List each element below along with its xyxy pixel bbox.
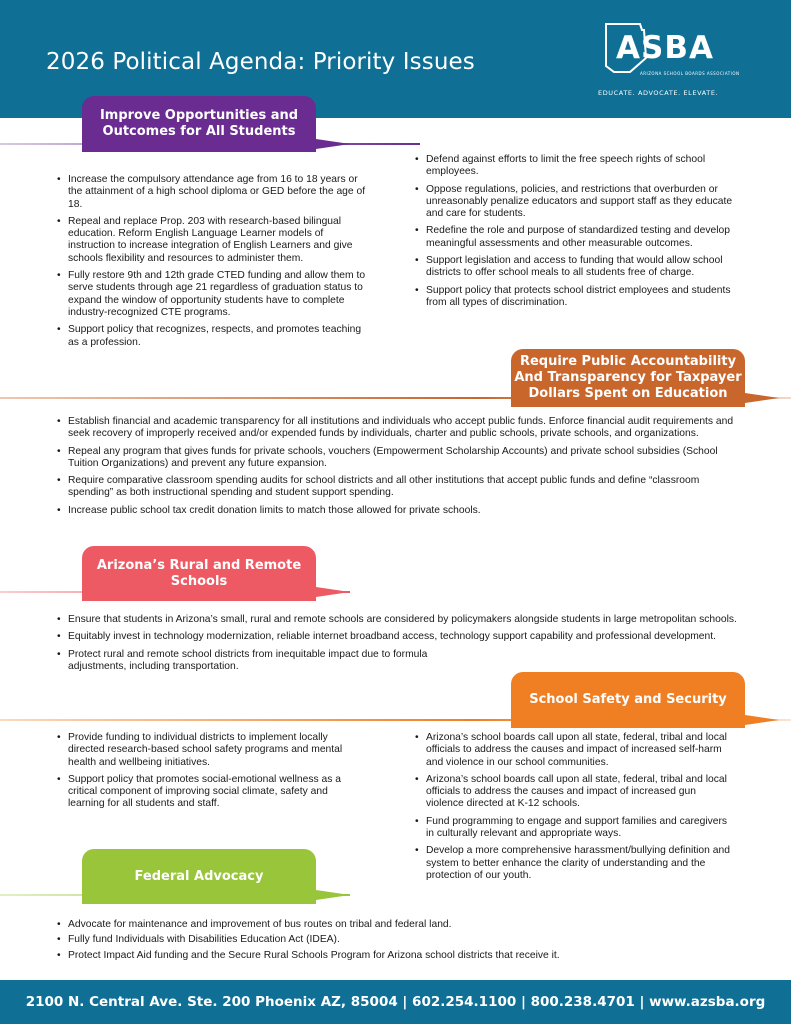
banner-arrow-icon [745, 715, 779, 725]
list-item: • Fund programming to engage and support families and caregivers in culturally relevant and appropriate ways. [415, 816, 735, 841]
banner-arrow-icon [316, 587, 350, 597]
list-item: • Repeal any program that gives funds for private schools, vouchers (Empowerment Scholarship Accounts) and private school subsidies (School Tuition Organizations) and prevent any future expansion. [57, 446, 747, 471]
list-item: • Increase the compulsory attendance age from 16 to 18 years or the attainment of a high school diploma or GED before the age of 18. [57, 174, 367, 211]
banner-arrow-icon [316, 139, 350, 149]
list-item: • Redefine the role and purpose of standardized testing and develop meaningful assessments and other measurable outcomes. [415, 225, 735, 250]
list-item: • Support policy that protects school district employees and students from all types of discrimination. [415, 285, 735, 310]
list-item: • Protect Impact Aid funding and the Secure Rural Schools Program for Arizona school districts that receive it. [57, 950, 747, 962]
list-item: • Support policy that recognizes, respects, and promotes teaching as a profession. [57, 324, 367, 349]
list-item: • Support legislation and access to funding that would allow school districts to offer school meals to all students free of charge. [415, 255, 735, 280]
list-item: • Fully restore 9th and 12th grade CTED funding and allow them to serve students through age 21 regardless of graduation status to expand the window of opportunity students have to complete industry-recognized CTE programs. [57, 270, 367, 319]
list-item: • Support policy that promotes social-emotional wellness as a critical component of improving social climate, safety and learning for all students and staff. [57, 774, 367, 811]
list-item: • Ensure that students in Arizona’s small, rural and remote schools are considered by policymakers alongside students in large metropolitan schools. [57, 614, 747, 626]
logo-subtitle: ARIZONA SCHOOL BOARDS ASSOCIATION [640, 71, 740, 76]
list-item: • Arizona’s school boards call upon all state, federal, tribal and local officials to address the causes and impact of increased self-harm and violence in our school communities. [415, 732, 735, 769]
section-banner-opportunities: Improve Opportunities and Outcomes for All Students [82, 96, 316, 152]
federal-list [57, 919, 747, 965]
logo-tagline: EDUCATE. ADVOCATE. ELEVATE. [598, 89, 719, 97]
list-item: • Fully fund Individuals with Disabilities Education Act (IDEA). [57, 934, 747, 946]
section-banner-federal: Federal Advocacy [82, 849, 316, 904]
list-item: • Repeal and replace Prop. 203 with research-based bilingual education. Reform English Language Learner models of instruction to increase integration of English Learners and give schools flexibility and resources to administer them. [57, 216, 367, 265]
page-footer [0, 980, 791, 1024]
list-item: • Arizona’s school boards call upon all state, federal, tribal and local officials to address the causes and impact of increased gun violence directed at K-12 schools. [415, 774, 735, 811]
section-banner-rural: Arizona’s Rural and Remote Schools [82, 546, 316, 601]
list-item: • Develop a more comprehensive harassment/bullying definition and system to better enhance the clarity of understanding and the protection of our youth. [415, 845, 735, 882]
list-item: • Require comparative classroom spending audits for school districts and all other institutions that accept public funds and define “classroom spending” as both instructional spending and student support spending. [57, 475, 747, 500]
list-item: • Defend against efforts to limit the free speech rights of school employees. [415, 154, 735, 179]
list-item: • Protect rural and remote school districts from inequitable impact due to formula adjustments, including transportation. [57, 649, 447, 674]
banner-arrow-icon [316, 890, 350, 900]
page-title: 2026 Political Agenda: Priority Issues [46, 49, 475, 75]
opportunities-list-left [57, 174, 367, 354]
logo-text: ASBA [616, 30, 714, 66]
accountability-list [57, 416, 747, 522]
banner-arrow-icon [745, 393, 779, 403]
rural-list [57, 614, 747, 678]
opportunities-list-right [415, 154, 735, 314]
list-item: • Provide funding to individual districts to implement locally directed research-based school safety programs and mental health and wellbeing initiatives. [57, 732, 367, 769]
footer-contact: 2100 N. Central Ave. Ste. 200 Phoenix AZ, 85004 | 602.254.1100 | 800.238.4701 | www.azsba.org [25, 994, 766, 1010]
safety-list-left [57, 732, 367, 816]
list-item: • Equitably invest in technology modernization, reliable internet broadband access, technology support capability and professional development. [57, 631, 747, 643]
list-item: • Increase public school tax credit donation limits to match those allowed for private schools. [57, 505, 747, 517]
section-banner-safety: School Safety and Security [511, 672, 745, 728]
safety-list-right [415, 732, 735, 887]
list-item: • Establish financial and academic transparency for all institutions and individuals who accept public funds. Enforce financial audit requirements and seek recovery of improperly received and/or expended funds by individuals, charter and public schools, private schools, and organizations. [57, 416, 747, 441]
asba-logo [598, 16, 748, 100]
list-item: • Oppose regulations, policies, and restrictions that overburden or unreasonably penalize educators and support staff as they educate and care for students. [415, 184, 735, 221]
list-item: • Advocate for maintenance and improvement of bus routes on tribal and federal land. [57, 919, 747, 931]
section-banner-accountability: Require Public Accountability And Transparency for Taxpayer Dollars Spent on Education [511, 349, 745, 407]
